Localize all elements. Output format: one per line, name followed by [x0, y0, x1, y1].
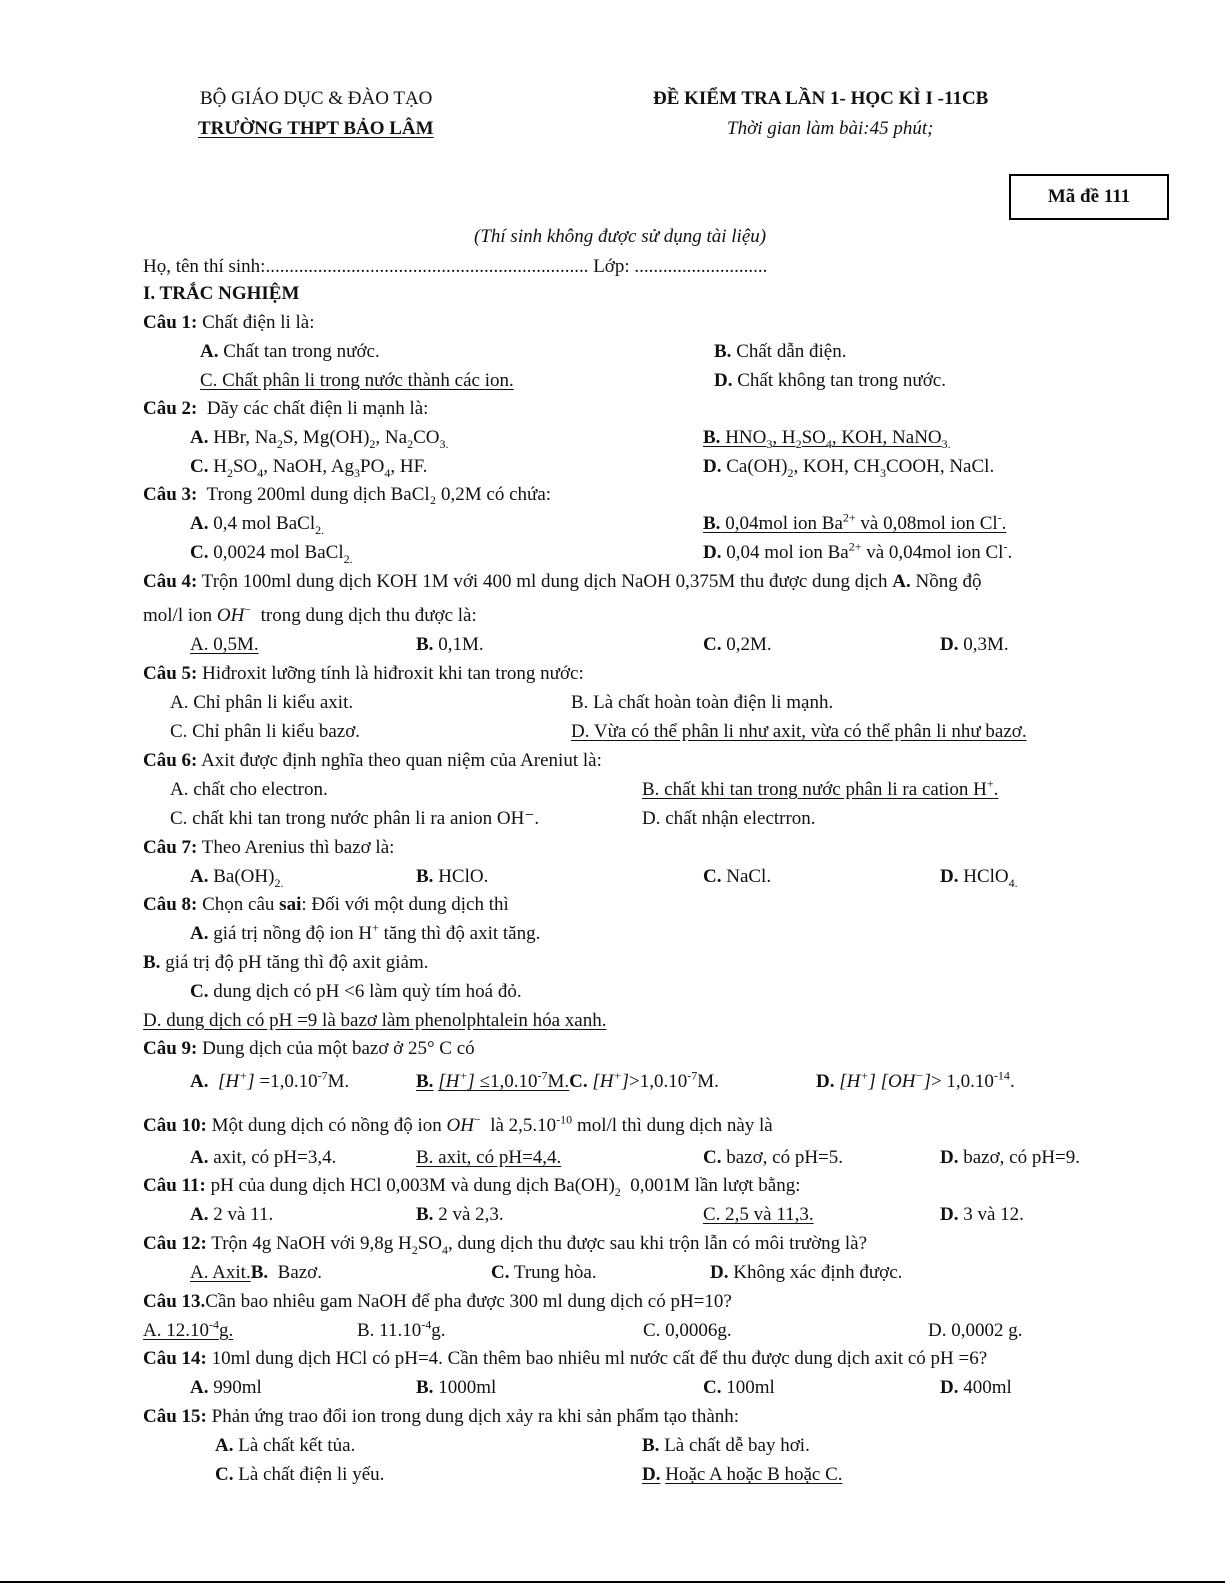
q13-option-a: A. $12.10^{-4}g$. — [143, 1317, 234, 1341]
school-name: TRƯỜNG THPT BẢO LÂM — [198, 118, 434, 139]
exam-title: ĐỀ KIỂM TRA LẦN 1- HỌC KÌ I -11CB — [653, 88, 989, 109]
question-1: Câu 1: Chất điện li là: — [143, 312, 315, 333]
q15-option-a: A. Là chất kết tủa. — [215, 1435, 356, 1456]
question-5: Câu 5: Hiđroxit lưỡng tính là hiđroxit khi tan trong nước: — [143, 663, 584, 684]
q3-option-a: A. 0,4 mol BaCl$_{2.}$ — [190, 513, 325, 537]
q7-option-c: C. NaCl. — [703, 866, 772, 887]
name-label: Họ, tên thí sinh: — [143, 256, 266, 277]
q15-option-d: D. Hoặc A hoặc B hoặc C. — [642, 1464, 843, 1485]
question-8: Câu 8: Chọn câu sai: Đối với một dung dịch thì — [143, 894, 509, 915]
q1-option-d: D. Chất không tan trong nước. — [714, 370, 946, 391]
q1-option-a: A. Chất tan trong nước. — [200, 341, 380, 362]
q4-option-a: A. 0,5M. — [190, 634, 259, 655]
q11-option-b: B. 2 và 2,3. — [416, 1204, 504, 1225]
name-blank: .................................................................... — [265, 256, 589, 277]
exam-duration: Thời gian làm bài:45 phút; — [727, 118, 934, 139]
q11-option-c: C. 2,5 và 11,3. — [703, 1204, 814, 1225]
q14-option-a: A. 990ml — [190, 1377, 262, 1398]
q12-option-c: C. Trung hòa. — [491, 1262, 597, 1283]
question-13: Câu 13.Cần bao nhiêu gam NaOH để pha được 300 ml dung dịch có pH=10? — [143, 1291, 732, 1312]
q9-option-d: D. [H+] $[OH^-]> 1,0.10^{-14}$. — [816, 1068, 1015, 1092]
q4-option-d: D. 0,3M. — [940, 634, 1009, 655]
q11-option-d: D. 3 và 12. — [940, 1204, 1024, 1225]
q11-option-a: A. 2 và 11. — [190, 1204, 274, 1225]
question-9: Câu 9: Dung dịch của một bazơ ở 25° C có — [143, 1038, 475, 1059]
q13-option-d: D. 0,0002 g. — [928, 1320, 1023, 1341]
section-title: I. TRẮC NGHIỆM — [143, 283, 300, 304]
q7-option-d: D. HClO$_{4.}$ — [940, 866, 1018, 890]
question-2: Câu 2: Dãy các chất điện li mạnh là: — [143, 398, 429, 419]
q8-option-d: D. dung dịch có pH =9 là bazơ làm phenolphtalein hóa xanh. — [143, 1010, 607, 1031]
q9-option-a: A. $[H^+] =1,0.10^{-7}M$. — [190, 1068, 350, 1092]
q8-option-a: A. giá trị nồng độ ion H+ tăng thì độ axit tăng. — [190, 920, 541, 944]
q2-option-c: C. $H_2SO_4$, NaOH, $Ag_3PO_4$, HF. — [190, 456, 428, 480]
q1-option-b: B. Chất dẫn điện. — [714, 341, 847, 362]
q3-option-d: D. 0,04 mol ion $Ba^{2+}$ và 0,04mol ion Cl-. — [703, 539, 1013, 563]
q15-option-b: B. Là chất dễ bay hơi. — [642, 1435, 810, 1456]
q8-option-c: C. dung dịch có pH <6 làm quỳ tím hoá đỏ. — [190, 981, 522, 1002]
ministry-name: BỘ GIÁO DỤC & ĐÀO TẠO — [200, 88, 433, 109]
question-6: Câu 6: Axit được định nghĩa theo quan niệm của Areniut là: — [143, 750, 602, 771]
q13-option-c: C. 0,0006g. — [643, 1320, 732, 1341]
question-14: Câu 14: 10ml dung dịch HCl có pH=4. Cần thêm bao nhiêu ml nước cất để thu được dung dịch axit có pH =6? — [143, 1348, 988, 1369]
q2-option-d: D. $Ca(OH)_2$, KOH, $CH_3COOH$, NaCl. — [703, 456, 995, 480]
q3-option-b: B. 0,04mol ion $Ba^{2+}$ và 0,08mol ion Cl-. — [703, 510, 1007, 534]
q10-option-d: D. bazơ, có pH=9. — [940, 1147, 1081, 1168]
q12-option-d: D. Không xác định được. — [710, 1262, 903, 1283]
exam-note: (Thí sinh không được sử dụng tài liệu) — [474, 226, 767, 247]
question-10: Câu 10: Một dung dịch có nồng độ ion OH− là $2,5.10^{-10}$ mol/l thì dung dịch này là — [143, 1112, 773, 1136]
q1-option-c: C. Chất phân li trong nước thành các ion. — [200, 370, 514, 391]
class-blank: ............................ — [634, 256, 768, 277]
exam-code-box — [1009, 174, 1169, 220]
student-info-line — [143, 256, 767, 278]
q7-option-a: A. $Ba(OH)_{2.}$ — [190, 866, 284, 890]
q4-option-c: C. 0,2M. — [703, 634, 772, 655]
q14-option-b: B. 1000ml — [416, 1377, 497, 1398]
question-4: Câu 4: Trộn 100ml dung dịch KOH 1M với 400 ml dung dịch NaOH 0,375M thu được dung dịch A. Nồng độ — [143, 571, 982, 592]
q5-option-b: B. Là chất hoàn toàn điện li mạnh. — [571, 692, 834, 713]
question-3: Câu 3: Trong 200ml dung dịch BaCl₂ 0,2M có chứa: — [143, 484, 552, 505]
q6-option-d: D. chất nhận electrron. — [642, 808, 816, 829]
q5-option-c: C. Chỉ phân li kiểu bazơ. — [170, 721, 360, 742]
page-bottom-border — [0, 1581, 1225, 1583]
q13-option-b: B. $11.10^{-4}g$. — [357, 1317, 446, 1341]
q9-option-b: B. $[H^+] \le 1,0.10^{-7}M.C$. $[H^+]>1,0.10^{-7}M$. — [416, 1068, 719, 1092]
q6-option-b: B. chất khi tan trong nước phân li ra cation H+. — [642, 776, 999, 800]
q14-option-d: D. 400ml — [940, 1377, 1012, 1398]
q10-option-b: B. axit, có pH=4,4. — [416, 1147, 562, 1168]
q14-option-c: C. 100ml — [703, 1377, 775, 1398]
q10-option-c: C. bazơ, có pH=5. — [703, 1147, 844, 1168]
class-label: Lớp: — [593, 256, 630, 277]
q7-option-b: B. HClO. — [416, 866, 489, 887]
q2-option-b: B. $HNO_3$, $H_2SO_4$, KOH, NaNO$_{3.}$ — [703, 427, 951, 451]
question-11: Câu 11: pH của dung dịch HCl 0,003M và dung dịch $Ba(OH)_2$ 0,001M lần lượt bằng: — [143, 1175, 801, 1199]
q6-option-a: A. chất cho electron. — [170, 779, 328, 800]
q10-option-a: A. axit, có pH=3,4. — [190, 1147, 337, 1168]
q4-option-b: B. 0,1M. — [416, 634, 484, 655]
question-7: Câu 7: Theo Arenius thì bazơ là: — [143, 837, 395, 858]
question-12: Câu 12: Trộn 4g NaOH với 9,8g $H_2SO_4$, dung dịch thu được sau khi trộn lẫn có môi trường là? — [143, 1233, 868, 1257]
q3-option-c: C. 0,0024 mol BaCl$_{2.}$ — [190, 542, 353, 566]
q15-option-c: C. Là chất điện li yếu. — [215, 1464, 385, 1485]
q6-option-c: C. chất khi tan trong nước phân li ra anion OH⁻. — [170, 808, 540, 829]
q5-option-a: A. Chỉ phân li kiểu axit. — [170, 692, 354, 713]
question-4-line-2: mol/l ion OH− trong dung dịch thu được là: — [143, 602, 477, 626]
exam-code: Mã đề 111 — [1047, 186, 1131, 207]
q2-option-a: A. HBr, $Na_2S$, $Mg(OH)_2$, $Na_2CO_{3.}$ — [190, 427, 449, 451]
q8-option-b: B. giá trị độ pH tăng thì độ axit giảm. — [143, 952, 429, 973]
q12-option-a: A. Axit.B. Bazơ. — [190, 1262, 322, 1283]
q5-option-d: D. Vừa có thể phân li như axit, vừa có thể phân li như bazơ. — [571, 721, 1027, 742]
question-15: Câu 15: Phản ứng trao đổi ion trong dung dịch xảy ra khi sản phẩm tạo thành: — [143, 1406, 740, 1427]
